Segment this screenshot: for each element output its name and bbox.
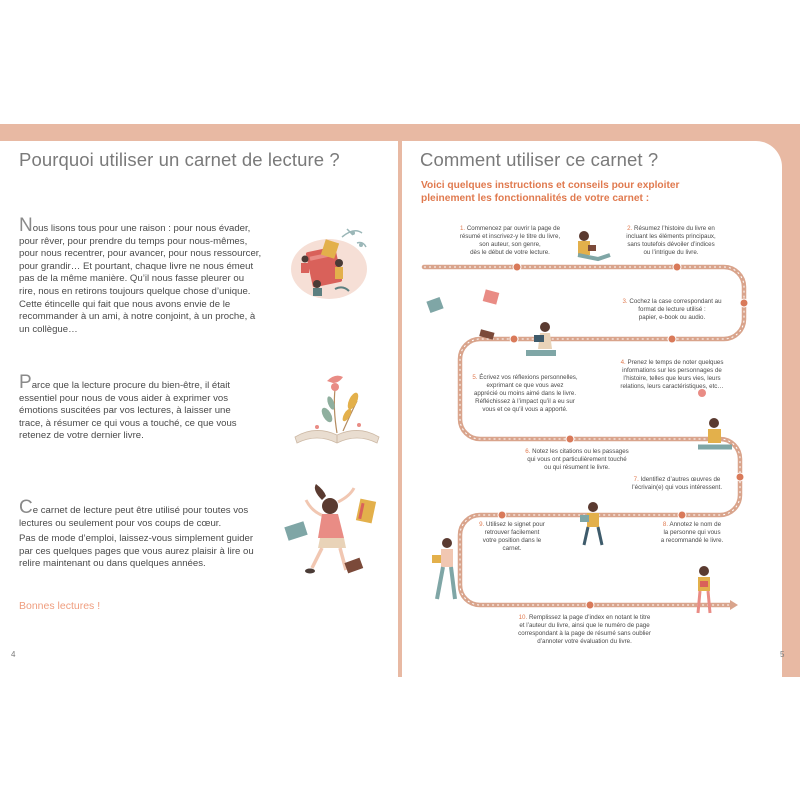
drop-cap: N — [19, 215, 33, 236]
step-line: Notez les citations ou les passages — [532, 448, 629, 455]
step-line: Écrivez vos réflexions personnelles, — [479, 374, 578, 381]
step-line: Utilisez le signet pour — [486, 521, 545, 528]
reader-figure-icon — [432, 538, 455, 599]
step-line: Cochez la case correspondant au — [629, 298, 722, 305]
step-line: l’écrivain(e) qui vous intéressent. — [631, 484, 723, 491]
text-line: pour grandir… Et pourtant, chaque livre ne nous émeut — [19, 260, 254, 272]
step-line: informations sur les personnages de — [622, 367, 722, 374]
step-line: sans toutefois dévoiler d’indices — [627, 241, 715, 248]
step-6 — [512, 448, 642, 472]
step-line: retrouver facilement — [484, 529, 540, 536]
step-number: 1. — [459, 225, 466, 232]
text-line: émotions suscitées par vos lectures, à laisser une — [19, 405, 231, 417]
paragraph-1 — [19, 215, 289, 336]
step-dot — [513, 263, 521, 271]
step-dot — [673, 263, 681, 271]
step-8 — [642, 521, 742, 545]
text-line: un collègue… — [19, 323, 78, 335]
step-4 — [602, 359, 742, 391]
step-number: 8. — [662, 521, 669, 528]
open-book-flowers-illustration — [287, 369, 382, 449]
intro-line: Voici quelques instructions et conseils pour exploiter — [421, 180, 680, 191]
reader-figure-icon — [698, 418, 732, 447]
text-line: rire, nous en retirons toujours quelque chose d’unique. — [19, 285, 251, 297]
step-number: 6. — [525, 448, 531, 455]
road-arrow — [730, 600, 738, 610]
text-line: Pas de mode d’emploi, laissez-vous simplement guider — [19, 533, 254, 544]
drop-cap: C — [19, 497, 33, 518]
step-line: la personne qui vous — [663, 529, 721, 536]
step-number: 3. — [622, 298, 628, 305]
step-dot — [586, 601, 594, 609]
step-dot — [668, 335, 676, 343]
page-title: Comment utiliser ce carnet ? — [420, 149, 659, 170]
text-line: trace, à résumer ce qui vous a touché, ce que vous — [19, 417, 237, 429]
step-line: qui vous ont particulièrement touché — [527, 456, 627, 463]
step-line: Commencez par ouvrir la page de — [466, 225, 561, 232]
step-line: Annotez le nom de — [669, 521, 722, 528]
step-number: 10. — [518, 614, 528, 621]
page-number: 5 — [780, 650, 785, 659]
intro-line: pleinement les fonctionnalités de votre carnet : — [421, 193, 650, 204]
step-line: apprécié ou moins aimé dans le livre. — [473, 390, 577, 397]
paragraph-2 — [19, 372, 289, 443]
step-7 — [612, 476, 742, 492]
step-line: Identifiez d’autres œuvres de — [640, 476, 721, 483]
step-5 — [460, 374, 590, 414]
step-dot — [740, 299, 748, 307]
step-line: exprimant ce que vous avez — [486, 382, 564, 389]
step-line: ou qui résument le livre. — [544, 464, 610, 471]
step-9 — [472, 521, 552, 553]
text-line: recommander à un ami, à notre conjoint, à un proche, à — [19, 311, 256, 323]
step-line: papier, e-book ou audio. — [638, 314, 706, 321]
paragraph-3 — [19, 497, 289, 530]
step-line: ou l’intrigue du livre. — [643, 249, 699, 256]
text-line: relire maintenant ou dans quelques années. — [19, 558, 206, 570]
reader-figure-icon — [580, 502, 602, 545]
step-line: votre position dans le — [482, 537, 542, 544]
step-line: résumé et inscrivez-y le titre du livre, — [459, 233, 561, 240]
winding-road — [402, 141, 785, 677]
text-line: pas de la même manière. Qu’il nous fasse pleurer ou — [19, 273, 245, 285]
page-number: 4 — [11, 650, 16, 659]
text-line: Cette étincelle qui fait que nous avons envie de le — [19, 298, 231, 310]
flying-book-icon — [483, 289, 500, 304]
step-dot — [566, 435, 574, 443]
step-10 — [497, 614, 672, 646]
step-line: dès le début de votre lecture. — [470, 249, 550, 256]
step-line: correspondant à la page de résumé sans oublier — [518, 630, 651, 637]
closing-line: Bonnes lectures ! — [19, 600, 101, 612]
text-line: arce que la lecture procure du bien-être, il était — [31, 380, 231, 391]
text-line: pour rêver, pour prendre du temps pour nous-mêmes, — [19, 235, 248, 247]
text-line: pour nous recentrer, pour avancer, pour nous ressourcer, — [19, 248, 262, 260]
book-spread — [0, 124, 800, 677]
page-title: Pourquoi utiliser un carnet de lecture ? — [19, 149, 340, 170]
step-line: a recommandé le livre. — [660, 537, 724, 544]
left-page — [0, 141, 398, 677]
step-line: Prenez le temps de noter quelques — [627, 359, 724, 366]
step-number: 9. — [479, 521, 485, 528]
paragraph-4 — [19, 533, 289, 571]
step-line: format de lecture utilisé : — [638, 306, 706, 313]
text-line: essentiel pour nous de vous aider à exprimer vos — [19, 392, 229, 404]
step-number: 4. — [620, 359, 626, 366]
step-line: d’annoter votre évaluation du livre. — [537, 638, 632, 645]
text-line: par ces quelques pages que vous aurez plaisir à lire ou — [19, 545, 254, 557]
step-dot — [510, 335, 518, 343]
step-1 — [450, 225, 570, 257]
step-number: 5. — [472, 374, 478, 381]
step-line: Réfléchissez à l’impact qu’il a eu sur — [475, 398, 575, 405]
step-2 — [606, 225, 736, 257]
step-number: 7. — [633, 476, 639, 483]
flying-book-icon — [426, 297, 443, 313]
step-number: 2. — [627, 225, 633, 232]
step-3 — [607, 298, 737, 322]
text-line: lectures ou seulement pour vos coups de cœur. — [19, 517, 222, 529]
step-dot — [678, 511, 686, 519]
step-line: Remplissez la page d’index en notant le titre — [528, 614, 651, 621]
drop-cap: P — [19, 372, 32, 393]
right-page — [402, 141, 785, 677]
book-stack-illustration — [287, 219, 372, 303]
step-line: et l’auteur du livre, ainsi que le numéro de page — [519, 622, 650, 629]
step-line: incluant les éléments principaux, — [626, 233, 716, 240]
text-line: e carnet de lecture peut être utilisé pour toutes vos — [32, 505, 249, 516]
text-line: ous lisons tous pour une raison : pour nous évader, — [32, 223, 251, 234]
step-line: l’histoire, telles que leurs vies, leurs — [623, 375, 721, 382]
text-line: retenez de votre dernier livre. — [19, 430, 144, 442]
step-line: carnet. — [502, 545, 522, 552]
step-line: son auteur, son genre, — [479, 241, 541, 248]
step-line: vous et ce qu’il vous a apporté. — [482, 406, 568, 413]
step-line: Résumez l’histoire du livre en — [634, 225, 715, 232]
jumping-reader-illustration — [280, 486, 385, 581]
step-dot — [498, 511, 506, 519]
step-line: relations, leurs caractéristiques, etc… — [620, 383, 724, 390]
